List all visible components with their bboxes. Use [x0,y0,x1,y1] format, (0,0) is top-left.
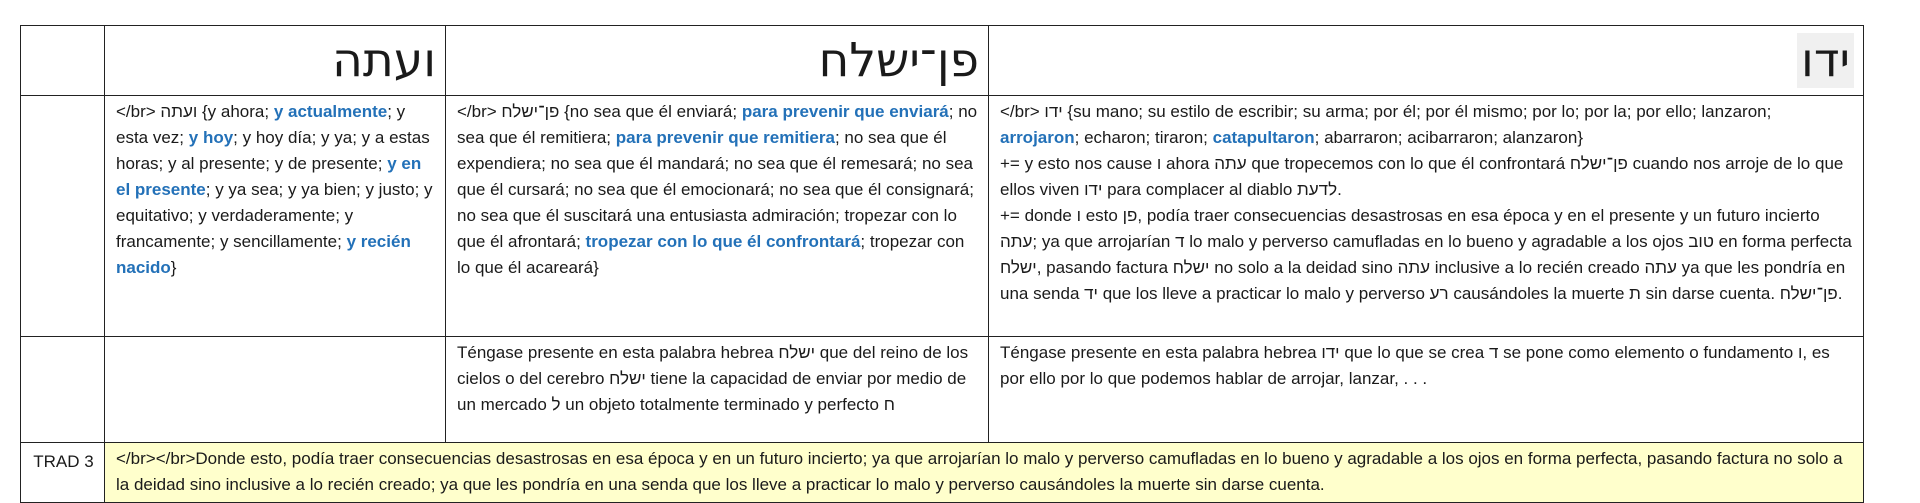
definitions-cell-veata [105,96,446,337]
definitions-row [21,96,1864,337]
highlighted-term: y recién nacido [116,232,411,277]
trad-row [21,443,1864,503]
highlighted-term: y hoy [188,128,234,147]
translation-table [20,25,1864,503]
notes-row [21,337,1864,443]
interpretation-line-2: += donde ו esto פן, podía traer consecuencias desastrosas en esa época y en el presente y un futuro incierto עתה; ya que arrojarían ד lo malo y perverso camufladas en lo bueno y agradable a los ojos טוב en forma perfecta ישלח, pasando factura ישלח no solo a la deidad sino עתה inclusive a lo recién creado עתה ya que les pondría en una senda יד que los lleve a practicar lo malo y perverso רע causándoles la muerte ת sin darse cuenta. פן־ישלח. [1000,206,1852,303]
hebrew-word-veata: ועתה [332,33,436,88]
definition-text: ; y hoy día; y ya; y a estas horas; y al presente; y de presente; [116,128,430,173]
definition-text: ; no sea que él remitiera; [457,102,978,147]
definition-text: </br> ועתה {y ahora; [116,102,274,121]
definitions-text-veata [116,99,436,281]
definition-text: } [170,258,177,277]
header-cell-pen-yishlach [446,26,989,96]
definition-text: </br> פן־ישלח {no sea que él enviará; [457,102,742,121]
definitions-cell-yado [989,96,1864,337]
definition-text: ; no sea que él expendiera; no sea que él mandará; no sea que él remesará; no sea que él cursará; no sea que él emocionará; no sea que él consignará; no sea que él suscitará una entusiasta admiración; tropezar con lo que él afrontará; [457,128,974,251]
header-cell-veata [105,26,446,96]
highlighted-term: y en el presente [116,154,422,199]
row-label-empty [21,337,105,443]
trad-text: </br></br>Donde esto, podía traer consecuencias desastrosas en esa época y en un futuro incierto; ya que arrojarían lo malo y perverso camufladas en lo bueno y agradable a los ojos en forma perfecta, pasando factura no solo a la deidad sino inclusive a lo recién creado; ya que les pondría en una senda que los lleve a practicar lo malo y perverso causándoles la muerte sin darse cuenta. [105,443,1864,503]
highlighted-term: y actualmente [273,102,388,121]
header-cell-yado [989,26,1864,96]
header-row [21,26,1864,96]
header-cell-empty [21,26,105,96]
interpretation-line-1: += y esto nos cause ו ahora עתה que tropecemos con lo que él confrontará פן־ישלח cuando nos arroje de lo que ellos viven ידו para complacer al diablo לדעת. [1000,154,1844,199]
definition-text: ; tropezar con lo que él acareará} [457,232,965,277]
notes-cell-pen-yishlach: Téngase presente en esta palabra hebrea ישלח que del reino de los cielos o del cerebro ישלח tiene la capacidad de enviar por medio de un mercado ל un objeto totalmente terminado y perfecto ח [446,337,989,443]
notes-cell-veata [105,337,446,443]
hebrew-word-yado: ידו [1797,33,1854,88]
highlighted-term: catapultaron [1212,128,1315,147]
highlighted-term: para prevenir que enviará [741,102,949,121]
definitions-text-yado [1000,99,1854,151]
definition-text: ; abarraron; acibarraron; alanzaron} [1314,128,1584,147]
definition-text: ; y esta vez; [116,102,406,147]
hebrew-word-pen-yishlach: פן־ישלח [818,33,979,88]
highlighted-term: para prevenir que remitiera [615,128,835,147]
highlighted-term: tropezar con lo que él confrontará [585,232,861,251]
highlighted-term: arrojaron [1000,128,1075,147]
definitions-cell-pen-yishlach [446,96,989,337]
definition-text: </br> ידו {su mano; su estilo de escribir; su arma; por él; por él mismo; por lo; por la; por ello; lanzaron; [1000,102,1772,121]
definition-text: ; y ya sea; y ya bien; y justo; y equitativo; y verdaderamente; y francamente; y sencillamente; [116,180,433,251]
row-label-empty [21,96,105,337]
definitions-text-pen-yishlach [457,99,979,281]
notes-cell-yado: Téngase presente en esta palabra hebrea ידו que lo que se crea ד se pone como elemento o fundamento ו, es por ello por lo que podemos hablar de arrojar, lanzar, . . . [989,337,1864,443]
definition-text: ; echaron; tiraron; [1074,128,1213,147]
trad-label: TRAD 3 [21,443,105,503]
